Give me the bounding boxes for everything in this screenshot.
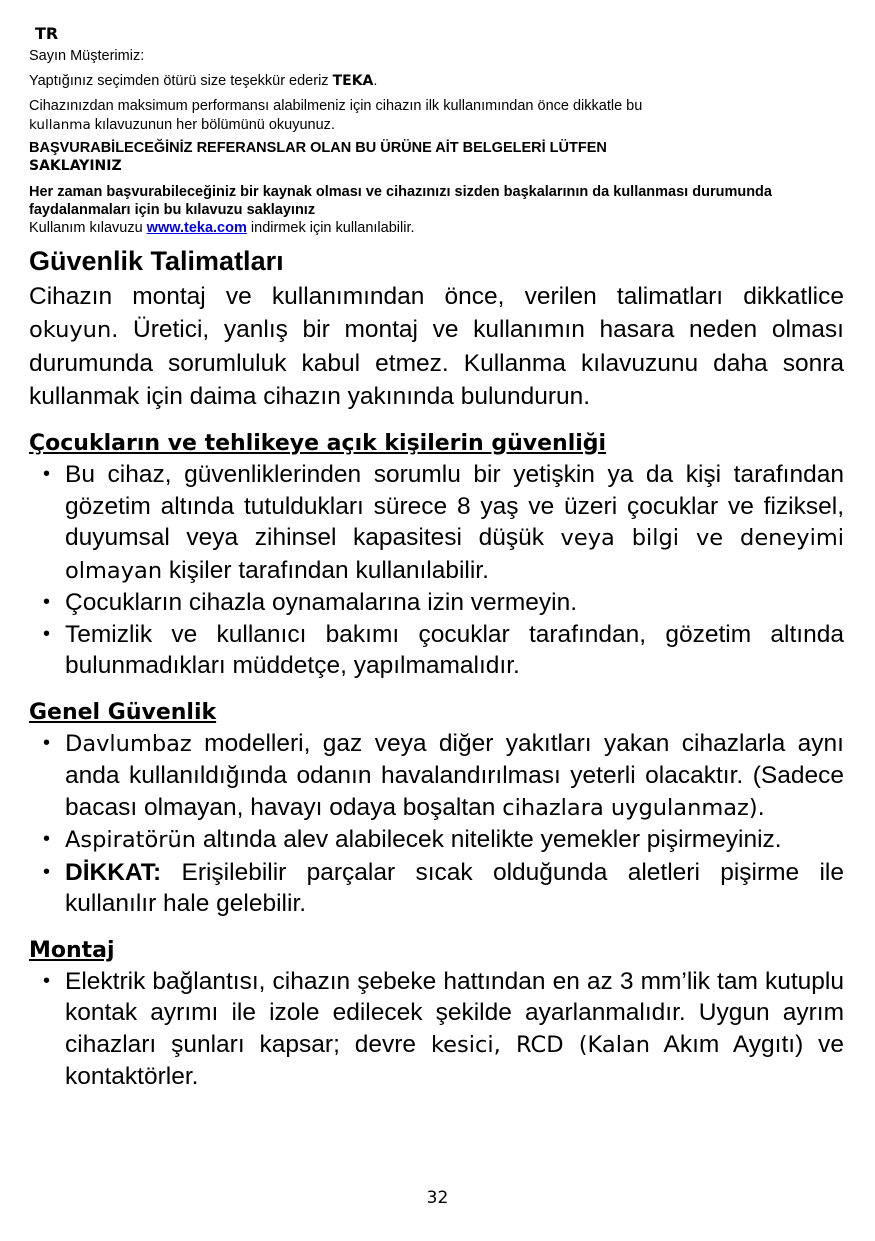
bullet-icon: • xyxy=(43,463,51,485)
list-item: • Elektrik bağlantısı, cihazın şebeke hattından en az 3 mm’lik tam kutuplu kontak ayrımı ile izole edilecek şekilde ayarlanmalıdır. Uygun ayrım cihazları şunları kapsar; devre kesici, RCD (Kalan Akım Aygıtı) ve kontaktörler. xyxy=(43,967,844,1090)
bullet-icon: • xyxy=(43,828,51,850)
keep-manual-text: Her zaman başvurabileceğiniz bir kaynak olması ve cihazınızı sizden başkalarının da kullanması durumunda faydalanmaları için bu kılavuzu saklayınız xyxy=(29,184,772,218)
list-item: • Aspiratörün altında alev alabilecek nitelikte yemekler pişirmeyiniz. xyxy=(29,824,844,857)
teka-website-link[interactable]: www.teka.com xyxy=(146,220,247,236)
read-instructions: Cihazınızdan maksimum performansı alabilmeniz için cihazın ilk kullanımından önce dikkatle bu kullanma kılavuzunun her bölümünü okuyunuz. xyxy=(29,98,643,133)
installation-list xyxy=(29,966,844,1093)
general-safety-list xyxy=(29,728,844,920)
keep-notice: BAŞVURABİLECEĞİNİZ REFERANSLAR OLAN BU ÜRÜNE AİT BELGELERİ LÜTFEN SAKLAYINIZ xyxy=(29,140,607,174)
download-line: Kullanım kılavuzu www.teka.com indirmek için kullanılabilir. xyxy=(29,220,415,236)
list-item: • DİKKAT: Erişilebilir parçalar sıcak olduğunda aletleri pişirme ile kullanılır hale gelebilir. xyxy=(43,858,844,917)
list-item: • Çocukların cihazla oynamalarına izin vermeyin. xyxy=(29,587,844,619)
safety-paragraph: Cihazın montaj ve kullanımından önce, verilen talimatları dikkatlice okuyun. Üretici, yanlış bir montaj ve kullanımın hasara neden olması durumunda sorumluluk kabul etmez. Kullanma kılavuzunu daha sonra kullanmak için daima cihazın yakınında bulundurun. xyxy=(29,283,844,410)
brand-name: TEKA xyxy=(332,73,374,89)
bullet-icon: • xyxy=(43,591,51,613)
greeting: Sayın Müşterimiz: xyxy=(29,48,145,64)
bullet-icon: • xyxy=(43,969,51,992)
general-safety-title: Genel Güvenlik xyxy=(29,699,217,725)
page-number: 32 xyxy=(426,1188,449,1208)
language-code: TR xyxy=(35,24,59,43)
bullet-icon: • xyxy=(43,622,51,645)
children-safety-title: Çocukların ve tehlikeye açık kişilerin güvenliği xyxy=(29,431,607,456)
warning-label: DİKKAT: xyxy=(65,858,162,886)
installation-title: Montaj xyxy=(29,937,115,963)
safety-title: Güvenlik Talimatları xyxy=(29,246,284,276)
children-safety-list xyxy=(29,459,844,682)
list-item: • Temizlik ve kullanıcı bakımı çocuklar tarafından, gözetim altında bulunmadıkları müddetçe, yapılmamalıdır. xyxy=(43,620,844,679)
bullet-icon: • xyxy=(43,860,51,883)
list-item: • Bu cihaz, güvenliklerinden sorumlu bir yetişkin ya da kişi tarafından gözetim altında tutuldukları sürece 8 yaş ve üzeri çocuklar ve fiziksel, duyumsal veya zihinsel kapasitesi düşük veya bilgi ve deneyimi olmayan kişiler tarafından kullanılabilir. xyxy=(43,461,844,584)
list-item: • Davlumbaz modelleri, gaz veya diğer yakıtları yakan cihazlarla aynı anda kullanıldığında odanın havalandırılması yeterli olacaktır. (Sadece bacası olmayan, havayı odaya boşaltan cihazlara uygulanmaz). xyxy=(43,729,844,821)
thanks-line: Yaptığınız seçimden ötürü size teşekkür ederiz TEKA. xyxy=(29,73,378,89)
document-page xyxy=(29,24,844,1093)
bullet-icon: • xyxy=(43,731,51,754)
